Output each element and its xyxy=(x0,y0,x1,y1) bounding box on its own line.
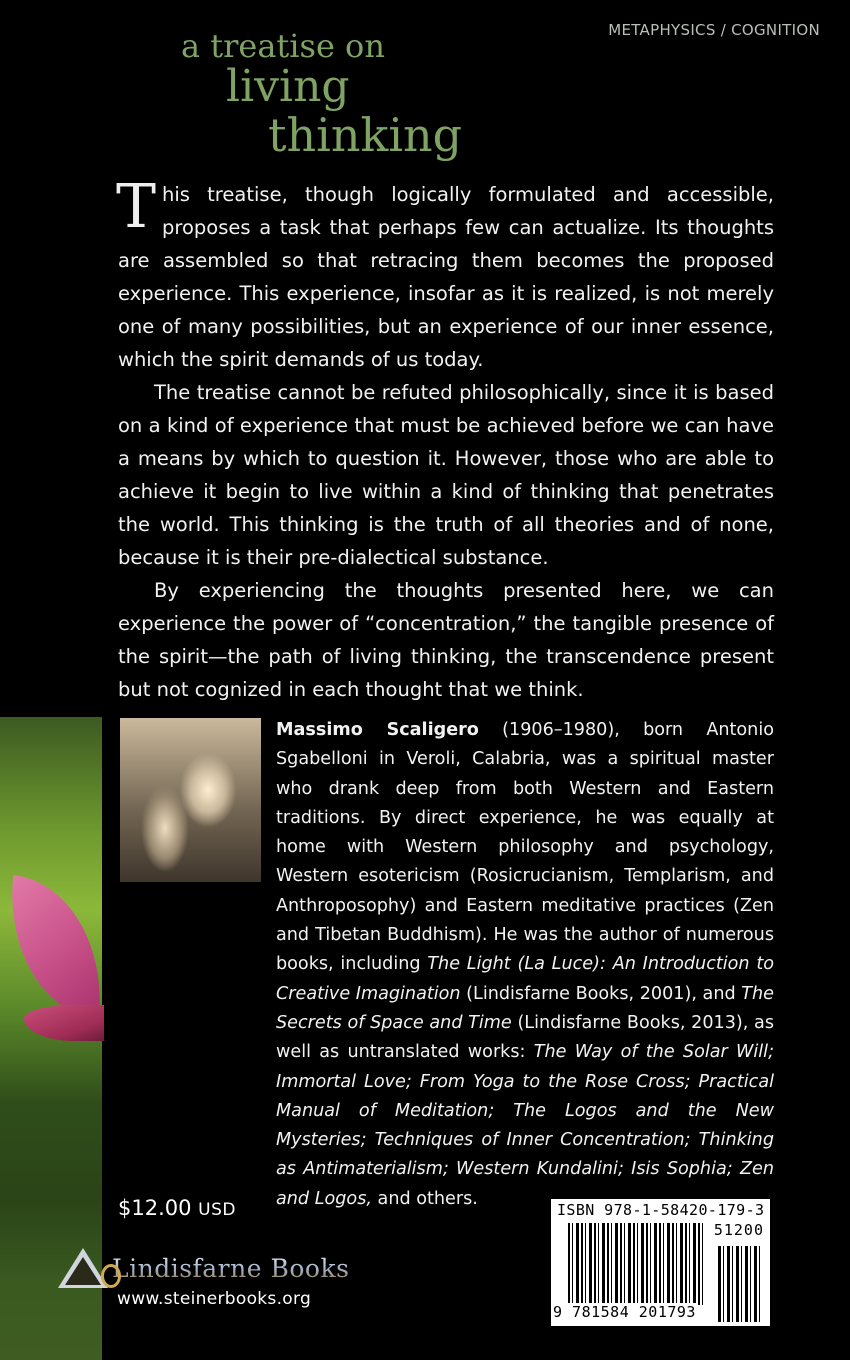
publisher-name: Lindisfarne Books xyxy=(112,1253,350,1283)
author-name: Massimo Scaligero xyxy=(276,720,479,740)
blurb-text-1: his treatise, though logically formulated and accessible, proposes a task that perhaps few can actualize. Its thoughts are assembled so that retracing them becomes the proposed experience. This experience, insofar as it is realized, is not merely one of many possibilities, but an experience of our inner essence, which the spirit demands of us today. xyxy=(118,183,774,371)
triquetra-icon xyxy=(58,1248,108,1288)
publisher-logo xyxy=(58,1248,349,1288)
untranslated-works: The Way of the Solar Will; Immortal Love; From Yoga to the Rose Cross; Practical Manual of Meditation; The Logos and the New Mysteries; Techniques of Inner Concentration; Thinking as Antimaterialism; Western Kundalini; Isis Sophia; Zen and Logos, xyxy=(276,1042,774,1209)
bio-text: (Lindisfarne Books, 2013), as well as untranslated works: xyxy=(276,1012,774,1063)
isbn-label: ISBN 978-1-58420-179-3 xyxy=(557,1201,765,1219)
price-addon: 51200 xyxy=(713,1221,764,1239)
bio-text: (1906–1980), born Antonio Sgabelloni in Veroli, Calabria, was a spiritual master who drank deep from both Western and Eastern traditions. By direct experience, he was equally at home with Western philosophy and psychology, Western esotericism (Rosicrucianism, Templarism, and Anthroposophy) and Eastern meditative practices (Zen and Tibetan Buddhism). He was the author of numerous books, including xyxy=(276,720,774,975)
addon-bars-icon xyxy=(718,1246,763,1322)
bio-text: (Lindisfarne Books, 2001), and xyxy=(460,983,742,1004)
blurb xyxy=(116,172,774,706)
blurb-paragraph-1 xyxy=(116,172,774,376)
bio-text: and others. xyxy=(371,1188,478,1209)
price-amount: $12.00 xyxy=(118,1196,192,1220)
blurb-paragraph-3: By experiencing the thoughts presented here, we can experience the power of “concentration,” the tangible presence of the spirit—the path of living thinking, the transcendence present but not cognized in each thought that we think. xyxy=(118,579,774,701)
category-label: METAPHYSICS / COGNITION xyxy=(608,21,820,39)
price-currency: USD xyxy=(198,1200,236,1220)
author-photo xyxy=(120,718,261,882)
title-line-1: a treatise on xyxy=(181,27,385,65)
blurb-paragraph-2: The treatise cannot be refuted philosophically, since it is based on a kind of experience that must be achieved before we can have a means by which to question it. However, those who are able to achieve it begin to live within a kind of thinking that penetrates the world. This thinking is the truth of all theories and of none, because it is their pre-dialectical substance. xyxy=(118,381,774,569)
book-title-2: The Secrets of Space and Time xyxy=(276,983,774,1033)
publisher-url: www.steinerbooks.org xyxy=(117,1289,312,1309)
book-title-1: The Light (La Luce): An Introduction to Creative Imagination xyxy=(276,954,774,1004)
barcode-bars-icon xyxy=(568,1223,703,1305)
price xyxy=(118,1196,236,1220)
barcode-digits: 9 781584 201793 xyxy=(553,1303,696,1321)
author-bio xyxy=(276,716,774,1214)
title-line-2: living xyxy=(226,61,350,112)
title-line-3: thinking xyxy=(268,108,463,162)
drop-cap: T xyxy=(116,172,157,242)
isbn-barcode xyxy=(551,1199,770,1326)
